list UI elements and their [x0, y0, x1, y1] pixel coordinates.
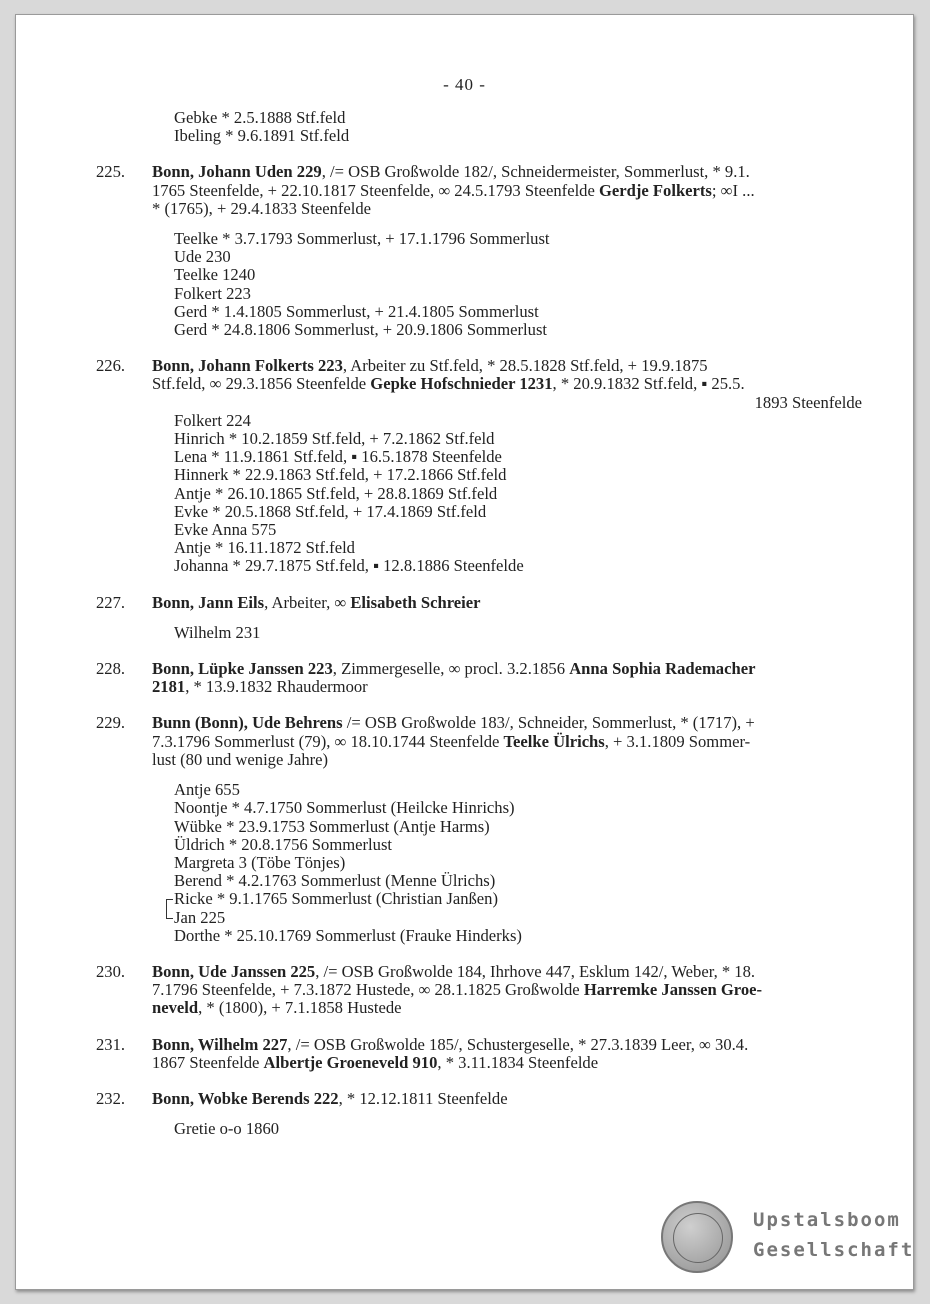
child-line: Folkert 223 [174, 283, 251, 303]
entry-232 [16, 1090, 913, 1138]
entry-228 [16, 660, 913, 696]
child-line: Wilhelm 231 [174, 622, 261, 642]
child-line: Noontje * 4.7.1750 Sommerlust (Heilcke Hinrichs) [174, 798, 515, 818]
child-line: Teelke 1240 [174, 265, 256, 285]
heading-line: Bonn, Wobke Berends 222, * 12.12.1811 Steenfelde [152, 1088, 508, 1108]
twins-bracket [174, 890, 913, 926]
document-page [15, 14, 914, 1290]
entry-number: 226. [96, 356, 126, 376]
upstalsboom-logo [661, 1201, 915, 1275]
entry-225 [16, 163, 913, 339]
entry-heading [152, 660, 862, 696]
seal-icon [661, 1201, 733, 1273]
child-line: Ricke * 9.1.1765 Sommerlust (Christian Janßen) [174, 889, 498, 909]
child-line: Gretie o-o 1860 [174, 1119, 280, 1139]
entry-number: 228. [96, 659, 126, 679]
entry-heading [152, 163, 862, 218]
heading-line: Bonn, Johann Uden 229, /= OSB Großwolde 182/, Schneidermeister, Sommerlust, * 9.1. [152, 162, 750, 182]
child-line: Folkert 224 [174, 410, 251, 430]
heading-line: Bonn, Wilhelm 227, /= OSB Großwolde 185/, Schustergeselle, * 27.3.1839 Leer, ∞ 30.4. [152, 1034, 749, 1054]
children-list [174, 412, 913, 576]
entry-number: 232. [96, 1088, 126, 1108]
intro-children [174, 109, 913, 145]
heading-line: Bonn, Ude Janssen 225, /= OSB Großwolde 184, Ihrhove 447, Esklum 142/, Weber, * 18. [152, 961, 756, 981]
child-line: Hinrich * 10.2.1859 Stf.feld, + 7.2.1862 Stf.feld [174, 429, 495, 449]
logo-line-1: Upstalsboom [753, 1209, 901, 1231]
heading-line: neveld, * (1800), + 7.1.1858 Hustede [152, 998, 402, 1018]
child-line: Johanna * 29.7.1875 Stf.feld, ▪ 12.8.1886 Steenfelde [174, 556, 524, 576]
child-line: Gebke * 2.5.1888 Stf.feld [174, 108, 346, 127]
page-number: - 40 - [443, 75, 486, 94]
child-line: Hinnerk * 22.9.1863 Stf.feld, + 17.2.1866 Stf.feld [174, 465, 507, 485]
heading-line: 1893 Steenfelde [754, 392, 862, 412]
bracket-mark [166, 899, 173, 919]
entry-226 [16, 357, 913, 575]
heading-line: 7.1796 Steenfelde, + 7.3.1872 Hustede, ∞ 28.1.1825 Großwolde Harremke Janssen Groe- [152, 980, 763, 1000]
heading-line: Bunn (Bonn), Ude Behrens /= OSB Großwolde 183/, Schneider, Sommerlust, * (1717), + [152, 713, 755, 733]
entry-number: 227. [96, 592, 126, 612]
entry-229 [16, 714, 913, 944]
child-line: Antje * 16.11.1872 Stf.feld [174, 538, 355, 558]
child-line: Wübke * 23.9.1753 Sommerlust (Antje Harms) [174, 816, 490, 836]
child-line: Gerd * 24.8.1806 Sommerlust, + 20.9.1806 Sommerlust [174, 320, 548, 340]
child-line: Berend * 4.2.1763 Sommerlust (Menne Ülrichs) [174, 871, 496, 891]
entry-number: 225. [96, 162, 126, 182]
heading-line: Bonn, Johann Folkerts 223, Arbeiter zu Stf.feld, * 28.5.1828 Stf.feld, + 19.9.1875 [152, 356, 708, 376]
children-list [174, 1120, 913, 1138]
entry-227 [16, 594, 913, 642]
child-line: Margreta 3 (Töbe Tönjes) [174, 852, 346, 872]
child-line: Evke * 20.5.1868 Stf.feld, + 17.4.1869 Stf.feld [174, 501, 487, 521]
child-line: Teelke * 3.7.1793 Sommerlust, + 17.1.1796 Sommerlust [174, 229, 550, 249]
heading-line: 2181, * 13.9.1832 Rhaudermoor [152, 677, 368, 697]
entry-231 [16, 1036, 913, 1072]
children-list [174, 624, 913, 642]
entry-heading [152, 714, 862, 769]
child-line: Gerd * 1.4.1805 Sommerlust, + 21.4.1805 Sommerlust [174, 301, 539, 321]
heading-line: 7.3.1796 Sommerlust (79), ∞ 18.10.1744 Steenfelde Teelke Ülrichs, + 3.1.1809 Sommer- [152, 731, 751, 751]
logo-line-2: Gesellschaft [753, 1239, 915, 1261]
entry-heading [152, 963, 862, 1018]
child-line: Dorthe * 25.10.1769 Sommerlust (Frauke Hinderks) [174, 925, 522, 945]
entry-heading [152, 1090, 862, 1108]
heading-line: * (1765), + 29.4.1833 Steenfelde [152, 198, 372, 218]
heading-line: Bonn, Jann Eils, Arbeiter, ∞ Elisabeth Schreier [152, 592, 481, 612]
heading-line: Stf.feld, ∞ 29.3.1856 Steenfelde Gepke Hofschnieder 1231, * 20.9.1832 Stf.feld, ▪ 25.5. [152, 374, 745, 394]
child-line: Antje * 26.10.1865 Stf.feld, + 28.8.1869 Stf.feld [174, 483, 498, 503]
child-line: Lena * 11.9.1861 Stf.feld, ▪ 16.5.1878 Steenfelde [174, 447, 502, 467]
entry-heading [152, 357, 862, 412]
children-list [174, 781, 913, 945]
entry-heading [152, 1036, 862, 1072]
entry-number: 231. [96, 1034, 126, 1054]
child-line: Jan 225 [174, 907, 226, 927]
heading-line: 1867 Steenfelde Albertje Groeneveld 910, * 3.11.1834 Steenfelde [152, 1052, 599, 1072]
entry-230 [16, 963, 913, 1018]
child-line: Üldrich * 20.8.1756 Sommerlust [174, 834, 393, 854]
child-line: Ude 230 [174, 247, 231, 267]
child-line: Antje 655 [174, 780, 240, 800]
entry-heading [152, 594, 862, 612]
entry-number: 230. [96, 961, 126, 981]
children-list [174, 230, 913, 339]
heading-line: lust (80 und wenige Jahre) [152, 749, 329, 769]
child-line: Ibeling * 9.6.1891 Stf.feld [174, 126, 350, 146]
child-line: Evke Anna 575 [174, 520, 277, 540]
entry-number: 229. [96, 713, 126, 733]
heading-line: Bonn, Lüpke Janssen 223, Zimmergeselle, ∞ procl. 3.2.1856 Anna Sophia Rademacher [152, 659, 756, 679]
heading-line: 1765 Steenfelde, + 22.10.1817 Steenfelde, ∞ 24.5.1793 Steenfelde Gerdje Folkerts; ∞I ... [152, 180, 755, 200]
genealogy-content [16, 109, 913, 1138]
